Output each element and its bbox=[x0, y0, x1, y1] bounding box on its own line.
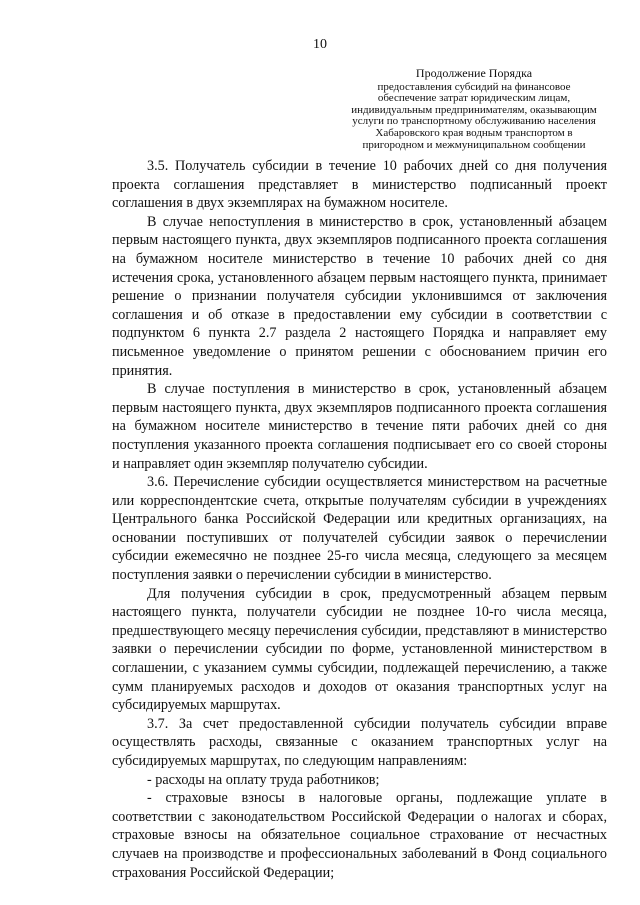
header-title: Продолжение Порядка bbox=[415, 66, 533, 80]
document-body bbox=[112, 157, 607, 882]
paragraph-3-7: 3.7. За счет предоставленной субсидии получатель субсидии вправе осуществлять расходы, связанные с оказанием транспортных услуг на субсидируемых маршрутах, по следующим направлениям: bbox=[112, 715, 607, 769]
paragraph-3-6: 3.6. Перечисление субсидии осуществляется министерством на расчетные или корреспондентские счета, открытые получателям субсидии в учреждениях Центрального банка Российской Федерации или кредитных организациях, на основании поступивших от получателей субсидии заявок о перечислении субсидии ежемесячно не позднее 25-го числа месяца, следующего за месяцем поступления заявки о перечислении субсидии в министерство. bbox=[112, 474, 607, 584]
paragraph-non-receipt: В случае непоступления в министерство в срок, установленный абзацем первым настоящего пункта, двух экземпляров подписанного проекта соглашения на бумажном носителе министерство в течение 10 рабочих дней со дня истечения срока, установленного абзацем первым настоящего пункта, принимает решение о признании получателя субсидии уклонившимся от заключения соглашения и об отказе в предоставлении ему субсидии в соответствии с подпунктом 6 пункта 2.7 раздела 2 настоящего Порядка и направляет ему письменное уведомление о принятом решении с обоснованием причин его принятия. bbox=[112, 213, 607, 379]
list-item-labor-costs: - расходы на оплату труда работников; bbox=[147, 771, 380, 788]
paragraph-subsidy-request: Для получения субсидии в срок, предусмотренный абзацем первым настоящего пункта, получатели субсидии не позднее 10-го числа месяца, предшествующего месяцу перечисления субсидии, представляют в министерство заявки о перечислении субсидии по форме, установленной министерством в соглашении, с указанием суммы субсидии, подлежащей перечислению, а также сумм планируемых расходов и доходов от оказания транспортных услуг на субсидируемых маршрутах. bbox=[112, 585, 607, 714]
document-header bbox=[348, 68, 600, 151]
paragraph-receipt: В случае поступления в министерство в срок, установленный абзацем первым настоящего пункта, двух экземпляров подписанного проекта соглашения на бумажном носителе министерство в течение пяти рабочих дней со дня поступления указанного проекта соглашения подписывает его со своей стороны и направляет один экземпляр получателю субсидии. bbox=[112, 381, 607, 472]
list-item-insurance: - страховые взносы в налоговые органы, подлежащие уплате в соответствии с законодательством Российской Федерации о налогах и сборах, страховые взносы на обязательное социальное страхование от несчастных случаев на производстве и профессиональных заболеваний в Фонд социального страхования Российской Федерации; bbox=[112, 790, 607, 881]
paragraph-3-5: 3.5. Получатель субсидии в течение 10 рабочих дней со дня получения проекта соглашения представляет в министерство подписанный проект соглашения в двух экземплярах на бумажном носителе. bbox=[112, 158, 607, 212]
header-subtitle: предоставления субсидий на финансовое обеспечение затрат юридическим лицам, индивидуальным предпринимателям, оказывающим услуги по транспортному обслуживанию населения Хабаровского края водным транспортом в пригородном и межмуниципальном сообщении bbox=[351, 80, 597, 151]
page-number: 10 bbox=[313, 37, 327, 52]
